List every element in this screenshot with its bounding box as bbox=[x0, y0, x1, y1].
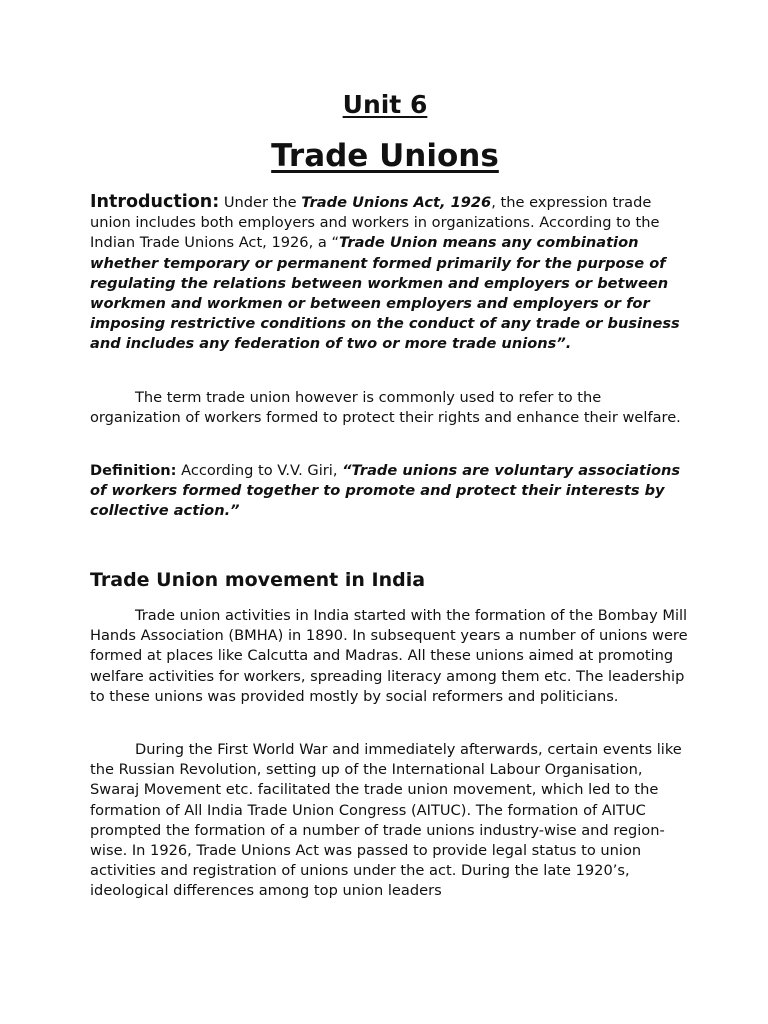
movement-paragraph-1: Trade union activities in India started with the formation of the Bombay Mill Hands Association (BMHA) in 1890. In subsequent years a number of unions were formed at places like Calcutta and Madras. All these unions aimed at promoting welfare activities for workers, spreading literacy among them etc. The leadership to these unions was provided mostly by social reformers and politicians. bbox=[90, 607, 688, 705]
definition-paragraph bbox=[90, 461, 690, 522]
section-heading: Trade Union movement in India bbox=[90, 569, 426, 591]
introduction-paragraph bbox=[90, 192, 690, 355]
page-title: Trade Unions bbox=[271, 138, 499, 174]
definition-quote: “Trade unions are voluntary associations of workers formed together to promote and protect their interests by collective action.” bbox=[90, 462, 681, 520]
definition-label: Definition: bbox=[90, 462, 177, 479]
movement-paragraph-2: During the First World War and immediately afterwards, certain events like the Russian Revolution, setting up of the International Labour Organisation, Swaraj Movement etc. facilitated the trade union movement, which led to the formation of All India Trade Union Congress (AITUC). The formation of AITUC prompted the formation of a number of trade unions industry-wise and region-wise. In 1926, Trade Unions Act was passed to provide legal status to union activities and registration of unions under the act. During the late 1920’s, ideological differences among top union leaders bbox=[90, 741, 682, 900]
definition-text: According to V.V. Giri, bbox=[176, 462, 343, 479]
unit-title: Unit 6 bbox=[342, 90, 428, 119]
term-paragraph: The term trade union however is commonly used to refer to the organization of workers formed to protect their rights and enhance their welfare. bbox=[90, 389, 681, 427]
trade-union-legal-definition: Trade Union means any combination whether temporary or permanent formed primarily for the purpose of regulating the relations between workmen and employers or between workmen and workmen or between employers and employers or for imposing restrictive conditions on the conduct of any trade or business and includes any federation of two or more trade unions”. bbox=[90, 234, 680, 353]
introduction-text-1: Under the bbox=[219, 194, 302, 211]
act-name: Trade Unions Act, 1926 bbox=[301, 194, 492, 211]
introduction-text-2: , the expression trade union includes both employers and workers in organizations. According to the Indian Trade Unions Act, 1926, a “ bbox=[90, 194, 660, 252]
introduction-label: Introduction: bbox=[90, 192, 220, 212]
